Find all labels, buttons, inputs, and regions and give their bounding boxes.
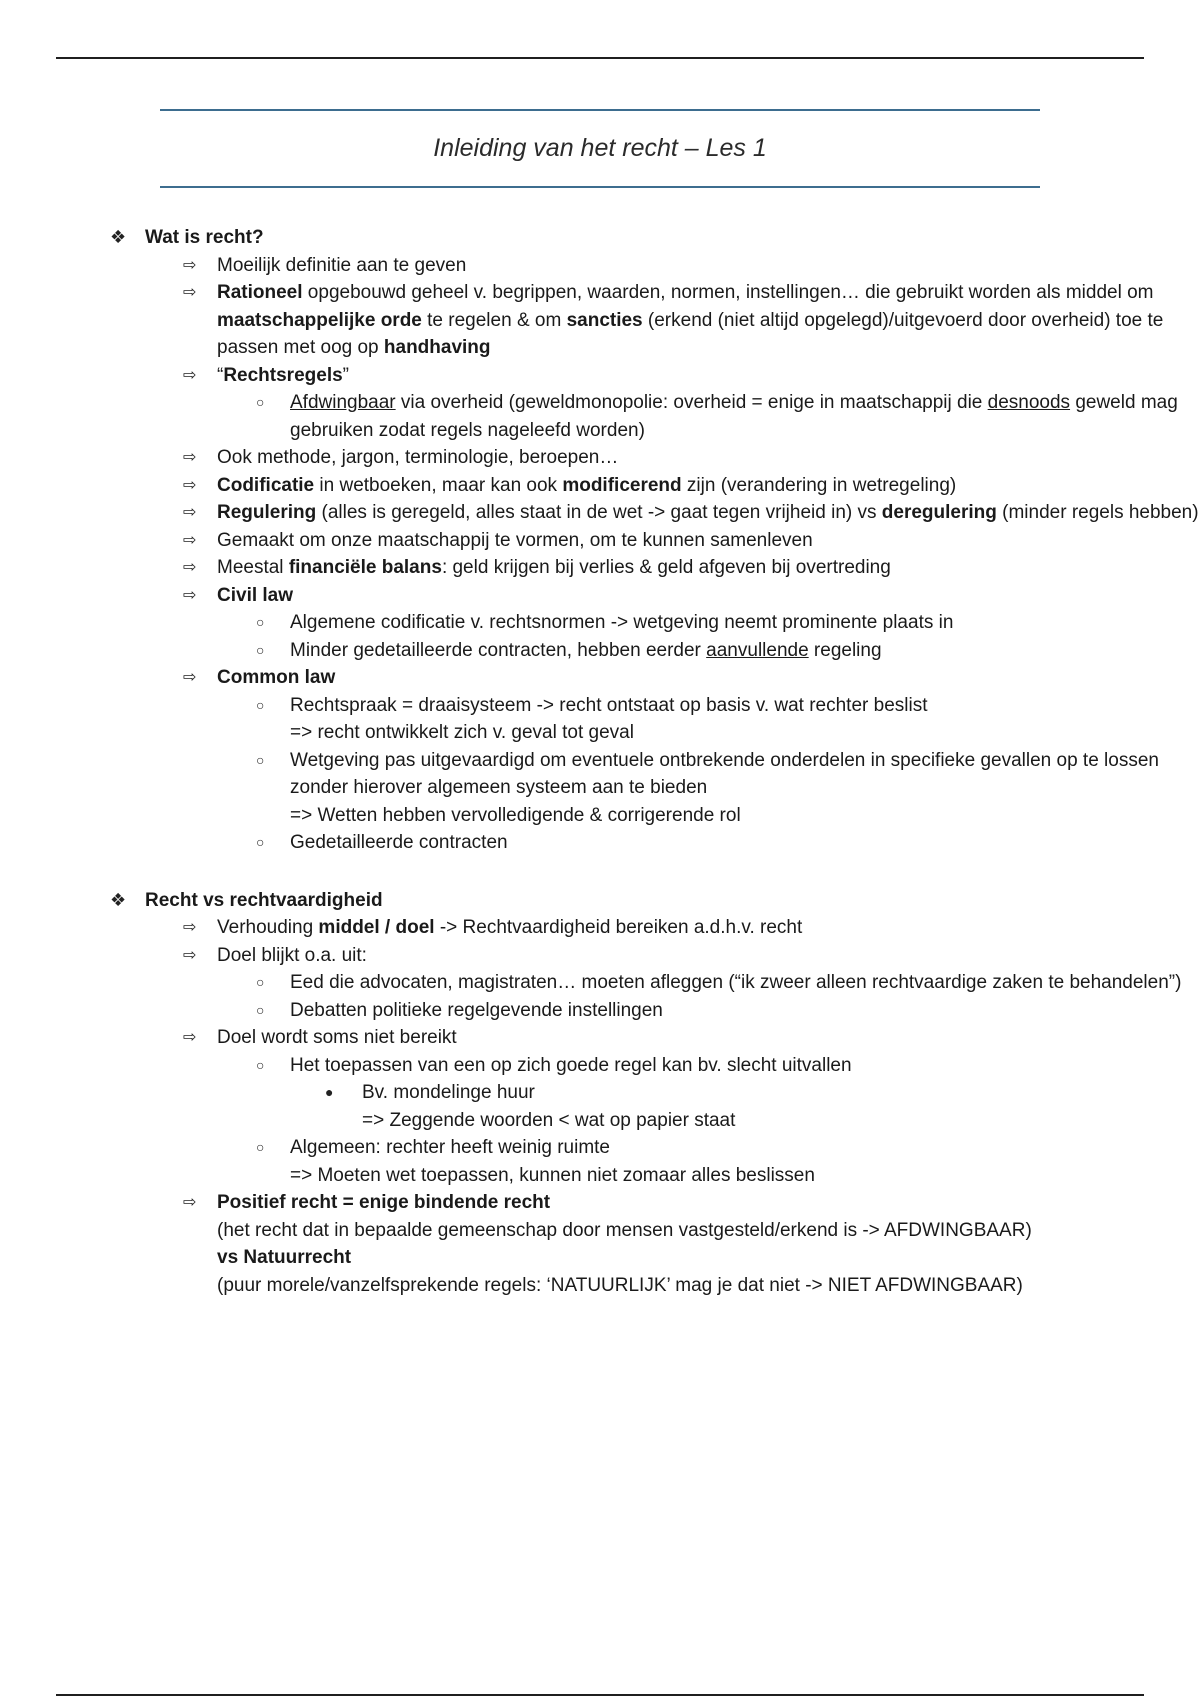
list-item [0,582,1200,610]
circle-bullet-icon: ○ [256,696,265,713]
underlined-term: aanvullende [706,639,809,661]
dot-bullet-icon: ● [325,1084,334,1100]
item-text: Het toepassen van een op zich goede regel kan bv. slecht uitvallen [290,1054,852,1076]
list-item [0,969,1200,997]
outline-arrow-icon: ⇨ [183,449,197,466]
underlined-term: desnoods [987,392,1071,413]
diamond-bullet-icon: ❖ [110,227,127,247]
circle-bullet-icon: ○ [256,1001,265,1018]
term: vs Natuurrecht [217,1247,352,1268]
item-text: (minder regels hebben) [996,502,1199,523]
item-text: Meestal [217,557,289,578]
diamond-bullet-icon: ❖ [110,889,127,910]
section-gap [0,857,1200,887]
page-title: Inleiding van het recht – Les 1 [433,134,767,162]
document-body [0,224,1200,1299]
term: middel / doel [318,917,435,938]
list-item [0,554,1200,582]
list-item [0,499,1200,527]
list-item [0,1079,1200,1134]
list-item [0,664,1200,692]
list-item [0,389,1200,444]
item-text: Ook methode, jargon, terminologie, beroepen… [217,447,619,468]
item-text: Doel blijkt o.a. uit: [217,944,367,966]
item-text: Eed die advocaten, magistraten… moeten afleggen (“ik zweer alleen rechtvaardige zaken te behandelen”) [290,972,1182,993]
item-text: => recht ontwikkelt zich v. geval tot geval [290,722,634,743]
item-text: Gedetailleerde contracten [290,832,508,853]
item-text: zijn (verandering in wetregeling) [681,474,957,496]
item-text: => Zeggende woorden < wat op papier staat [362,1109,736,1131]
item-text: opgebouwd geheel v. begrippen, waarden, normen, instellingen… die gebruikt worden als middel om [302,282,1154,303]
item-text: Minder gedetailleerde contracten, hebben eerder [290,639,707,661]
outline-arrow-icon: ⇨ [183,504,197,521]
list-item [0,942,1200,970]
outline-arrow-icon: ⇨ [183,559,197,576]
term: handhaving [383,337,491,358]
circle-bullet-icon: ○ [256,394,265,410]
term: Civil law [217,584,294,606]
item-text: : geld krijgen bij verlies & geld afgeven bij overtreding [441,557,891,578]
term: sancties [566,309,643,331]
item-text: regeling [808,639,882,661]
item-text: Doel wordt soms niet bereikt [217,1027,457,1048]
circle-bullet-icon: ○ [256,834,265,850]
list-item [0,472,1200,500]
list-item [0,609,1200,637]
heading-text: Wat is recht? [145,227,264,248]
item-text: (alles is geregeld, alles staat in de wet -> gaat tegen vrijheid in) vs [316,502,882,523]
item-text: (puur morele/vanzelfsprekende regels: ‘NATUURLIJK’ mag je dat niet -> NIET AFDWINGBAAR) [217,1274,1023,1296]
list-item [0,279,1200,362]
list-item [0,527,1200,555]
term: Regulering [217,502,317,523]
term: Codificatie [217,474,315,496]
title-bottom-line [160,186,1040,188]
circle-bullet-icon: ○ [256,641,265,658]
outline-arrow-icon: ⇨ [183,1194,197,1211]
list-item [0,914,1200,942]
outline-arrow-icon: ⇨ [183,586,197,604]
outline-arrow-icon: ⇨ [183,946,197,964]
quote-mark: “ [217,364,224,386]
outline-arrow-icon: ⇨ [183,284,197,301]
item-text: Moeilijk definitie aan te geven [217,254,467,276]
page-top-rule [56,57,1144,59]
term: maatschappelijke orde [217,309,422,331]
item-text: in wetboeken, maar kan ook [314,474,563,496]
item-text: Verhouding [217,917,319,938]
item-text: Gemaakt om onze maatschappij te vormen, om te kunnen samenleven [217,529,813,551]
item-text: => Moeten wet toepassen, kunnen niet zomaar alles beslissen [290,1164,815,1186]
item-text: (het recht dat in bepaalde gemeenschap door mensen vastgesteld/erkend is -> AFDWINGBAAR) [217,1219,1032,1241]
underlined-term: Afdwingbaar [290,392,396,413]
outline-arrow-icon: ⇨ [183,531,197,549]
circle-bullet-icon: ○ [256,974,265,990]
outline-arrow-icon: ⇨ [183,256,197,274]
circle-bullet-icon: ○ [256,1139,265,1155]
quote-mark: ” [342,364,349,386]
item-text: Algemeen: rechter heeft weinig ruimte [290,1137,610,1158]
circle-bullet-icon: ○ [256,751,265,768]
page-bottom-rule [56,1694,1144,1696]
circle-bullet-icon: ○ [256,614,265,630]
term: Common law [217,667,336,688]
section-heading [0,224,1200,252]
term: Positief recht = enige bindende recht [217,1192,551,1213]
list-item [0,444,1200,472]
list-item [0,692,1200,747]
outline-arrow-icon: ⇨ [183,1029,197,1046]
item-text: te regelen & om [421,309,567,331]
list-item [0,1189,1200,1299]
item-text: (erkend (niet altijd opgelegd)/uitgevoerd door overheid) toe te passen met oog op [217,309,1164,358]
item-text: Rechtspraak = draaisysteem -> recht ontstaat op basis v. wat rechter beslist [290,694,928,716]
list-item [0,1052,1200,1080]
outline-arrow-icon: ⇨ [183,669,197,686]
list-item [0,997,1200,1025]
list-item [0,637,1200,665]
item-text: => Wetten hebben vervolledigende & corrigerende rol [290,804,741,826]
item-text: Debatten politieke regelgevende instellingen [290,999,663,1021]
outline-arrow-icon: ⇨ [183,476,197,494]
item-text: Wetgeving pas uitgevaardigd om eventuele ontbrekende onderdelen in specifieke gevallen op te lossen zonder hierover algemeen systeem aan te bieden [290,749,1159,798]
term: financiële balans [288,557,442,578]
list-item [0,1134,1200,1189]
section-heading [0,887,1200,915]
item-text: -> Rechtvaardigheid bereiken a.d.h.v. recht [434,917,803,938]
item-text: via overheid (geweldmonopolie: overheid = enige in maatschappij die [395,392,988,413]
list-item [0,252,1200,280]
heading-text: Recht vs rechtvaardigheid [145,889,383,911]
item-text: geweld mag gebruiken zodat regels nageleefd worden) [290,392,1178,441]
term: Rechtsregels [223,364,343,386]
circle-bullet-icon: ○ [256,1056,265,1073]
item-text: Bv. mondelinge huur [362,1082,535,1103]
list-item [0,829,1200,857]
outline-arrow-icon: ⇨ [183,919,197,936]
term: deregulering [881,502,997,523]
title-top-line [160,109,1040,111]
term: Rationeel [217,282,303,303]
list-item [0,747,1200,830]
outline-arrow-icon: ⇨ [183,366,197,384]
list-item [0,1024,1200,1052]
item-text: Algemene codificatie v. rechtsnormen -> wetgeving neemt prominente plaats in [290,612,954,633]
term: modificerend [562,474,682,496]
list-item [0,362,1200,390]
